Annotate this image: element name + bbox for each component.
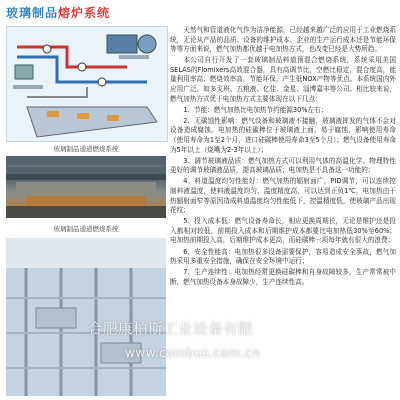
paragraph-system: 本公司自行开发了一套玻璃制品料道预混合燃烧系统，系统采用美国SELAS的Flomixers高效混合器，具有高调节比，空燃比稳定，混合度高，能量利用率高；燃烧效率高，节能环保，产生低NOX产物等优点。本系统国内外应用广泛，如多戈班、五粮液、亿佳、金星、淄博嘉丰等公司。相比较来说，燃气加热方式优于电加热方式主要体现在以下几点： (170, 56, 396, 103)
paragraph-point-2: 2、无碳蚀性影响：燃气设备和玻璃液不接触，玻璃液挥发的气体不会对设备造成腐蚀。电加热的硅碳棒位于玻璃液上面，易于腐蚀，影响使用寿命（使用寿命为1至2个月，进口硅碳棒使用寿命3至5个月）；燃气设备使用寿命为5年以上（烧嘴为2-3年以上）； (170, 116, 396, 154)
factory-photo-graphic (6, 156, 166, 218)
image-caption-2: 玻璃制品通道燃烧系统 (53, 225, 119, 233)
watermark-company: 合肥康柏斯工业设备有限 (88, 322, 253, 338)
watermark-url: www.combus.com.cn (125, 346, 261, 360)
article-body (170, 26, 396, 289)
equipment-photo (6, 238, 166, 396)
paragraph-point-1: 1、节能：燃气加热比电加热节约能源30%左右； (183, 105, 328, 114)
page-title (6, 4, 110, 21)
title-part2: 熔炉系统 (58, 6, 111, 20)
pipeline-diagram-graphic (7, 27, 167, 141)
image-caption-1: 玻璃制品通道燃烧系统 (53, 145, 119, 153)
paragraph-point-4: 4、料道温度均匀性能好：燃气加热的辐射面广，PID调节，可以连续控制料液温度，使料液温度均匀，温度精度高，可以达到正负1℃，电加热由于热辐射面窄等原因造成料道温度均匀性能低下，控温精度低，使玻璃产品出现花纹； (170, 177, 396, 215)
paragraph-point-6: 6、安全性能高：电加热很多设备需要保护，容易造成安全事故，燃气加热采用多重安全措施，确保在安全环境中运行； (170, 247, 396, 266)
factory-photo (6, 156, 166, 218)
paragraph-intro: 天然气和管道液化气作为洁净能源，已经越来越广泛的应用于工业燃烧系统，无论从产品的品质、设备的维护成本、企业的生产运行成本还是节能环保等等方面来说，燃气加热都优越于电加热方式，也改变已经是大势所趋。 (170, 26, 396, 54)
paragraph-point-5: 5、投入成本低：燃气设备寿命长，相应更换周期长，无论是维护还是投入都相对较低，前期投入成本和后期维护成本都要比电加热低30%至60%；电加热前期投入高，后期维护成本更高，而硅碳棒一项每年就有很大的浪费； (170, 217, 396, 245)
equipment-photo-graphic (6, 238, 166, 396)
paragraph-point-3: 3、调节玻璃液品质：燃气加热方式可以利用气体的高温化学、物理特性更好的调节玻璃液品质，提高玻璃品质；电加热是不具备这一功能的； (170, 156, 396, 175)
burner-system-diagram (6, 26, 168, 142)
title-part1: 玻璃制品 (6, 6, 59, 20)
paragraph-point-7: 7、生产连续性：电加热经常更换硅碳棒和自身故障较多，生产常常被中断，燃气加热设备本身故障少，生产连续性高。 (170, 268, 396, 286)
